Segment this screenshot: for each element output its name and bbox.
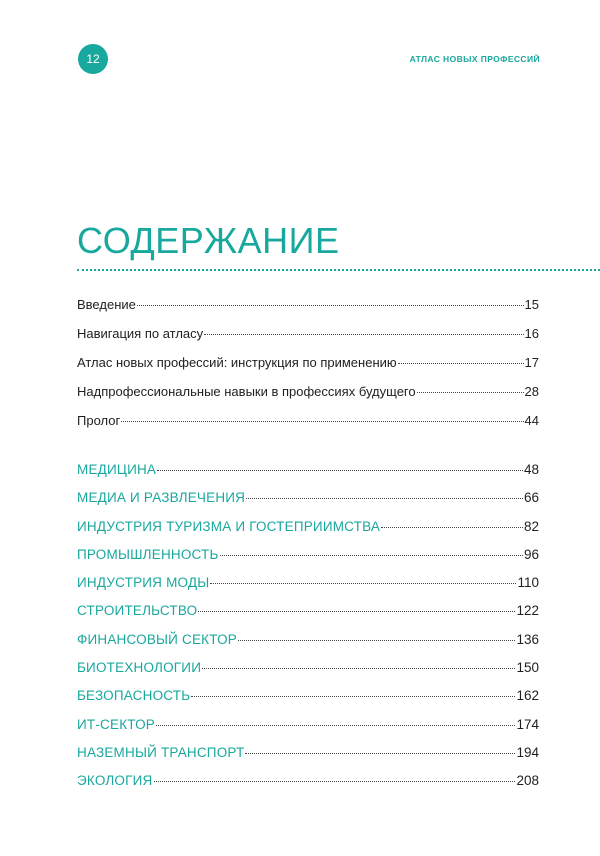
toc-sector-page: 174 (516, 716, 539, 732)
dot-leader (202, 668, 515, 669)
toc-sector-label: МЕДИЦИНА (77, 462, 157, 477)
dot-leader (417, 392, 524, 393)
toc-item-label: Атлас новых профессий: инструкция по применению (77, 355, 397, 370)
dot-leader (398, 363, 524, 364)
toc-sector-page: 82 (523, 518, 539, 534)
dot-leader (381, 527, 523, 528)
dot-leader (204, 334, 523, 335)
toc-item-page: 15 (524, 297, 539, 312)
toc-sector-label: ФИНАНСОВЫЙ СЕКТОР (77, 631, 237, 647)
dot-leader (191, 696, 515, 697)
toc-sector-label: МЕДИА И РАЗВЛЕЧЕНИЯ (77, 490, 246, 506)
toc-item-prologue[interactable] (77, 413, 539, 442)
toc-item-skills[interactable] (77, 384, 539, 413)
toc-sector-finance[interactable] (77, 632, 539, 660)
toc-item-label: Пролог (77, 413, 121, 428)
toc-sector-page: 194 (516, 744, 539, 760)
toc-sector-page: 66 (523, 490, 539, 506)
toc-sector-it[interactable] (77, 717, 539, 745)
toc-sector-transport[interactable] (77, 745, 539, 773)
toc-sector-label: ЭКОЛОГИЯ (77, 773, 153, 789)
toc-sector-label: ИНДУСТРИЯ МОДЫ (77, 575, 210, 591)
toc-item-label: Надпрофессиональные навыки в профессиях будущего (77, 384, 416, 399)
toc-sector-construction[interactable] (77, 603, 539, 631)
dot-leader (198, 611, 515, 612)
toc-item-page: 17 (524, 355, 539, 370)
dot-leader (137, 305, 524, 306)
dot-leader (210, 583, 516, 584)
toc-sector-page: 150 (516, 660, 539, 676)
toc-sector-tourism[interactable] (77, 519, 539, 547)
toc-sector-page: 96 (523, 546, 539, 562)
dot-leader (220, 555, 523, 556)
toc-sector-security[interactable] (77, 688, 539, 716)
toc-item-page: 16 (524, 326, 539, 341)
toc-sector-label: СТРОИТЕЛЬСТВО (77, 603, 198, 619)
toc-intro-list (77, 297, 539, 442)
toc-sector-label: ИНДУСТРИЯ ТУРИЗМА И ГОСТЕПРИИМСТВА (77, 518, 381, 534)
toc-sector-label: БЕЗОПАСНОСТЬ (77, 688, 191, 704)
toc-item-label: Навигация по атласу (77, 326, 204, 341)
page-title: СОДЕРЖАНИЕ (77, 220, 340, 261)
toc-item-navigation[interactable] (77, 326, 539, 355)
toc-sector-industry[interactable] (77, 547, 539, 575)
dot-leader (121, 421, 523, 422)
running-title: АТЛАС НОВЫХ ПРОФЕССИЙ (409, 54, 540, 64)
toc-sector-label: БИОТЕХНОЛОГИИ (77, 660, 202, 676)
toc-item-page: 44 (524, 413, 539, 428)
toc-sector-fashion[interactable] (77, 575, 539, 603)
toc-item-label: Введение (77, 297, 136, 312)
toc-sector-page: 208 (516, 773, 539, 789)
page-number-badge (78, 44, 108, 74)
toc-item-page: 28 (524, 384, 539, 399)
toc-sector-medicine[interactable] (77, 462, 539, 490)
toc-item-instructions[interactable] (77, 355, 539, 384)
toc-item-introduction[interactable] (77, 297, 539, 326)
toc-sector-label: ИТ-СЕКТОР (77, 716, 156, 732)
toc-sectors-list (77, 462, 539, 802)
dot-leader (245, 753, 515, 754)
dot-leader (156, 725, 515, 726)
toc-sector-page: 48 (523, 462, 539, 477)
dot-leader (238, 640, 515, 641)
toc-sector-page: 162 (516, 688, 539, 704)
dot-leader (154, 781, 516, 782)
toc-sector-biotech[interactable] (77, 660, 539, 688)
toc-sector-media[interactable] (77, 490, 539, 518)
dot-leader (246, 498, 523, 499)
toc-sector-label: НАЗЕМНЫЙ ТРАНСПОРТ (77, 744, 245, 760)
toc-sector-page: 136 (516, 631, 539, 647)
toc-sector-ecology[interactable] (77, 773, 539, 801)
toc-sector-label: ПРОМЫШЛЕННОСТЬ (77, 546, 219, 562)
toc-sector-page: 122 (516, 603, 539, 619)
page-number: 12 (86, 52, 100, 66)
dot-leader (157, 470, 523, 471)
toc-sector-page: 110 (517, 575, 539, 591)
title-divider (77, 269, 600, 271)
